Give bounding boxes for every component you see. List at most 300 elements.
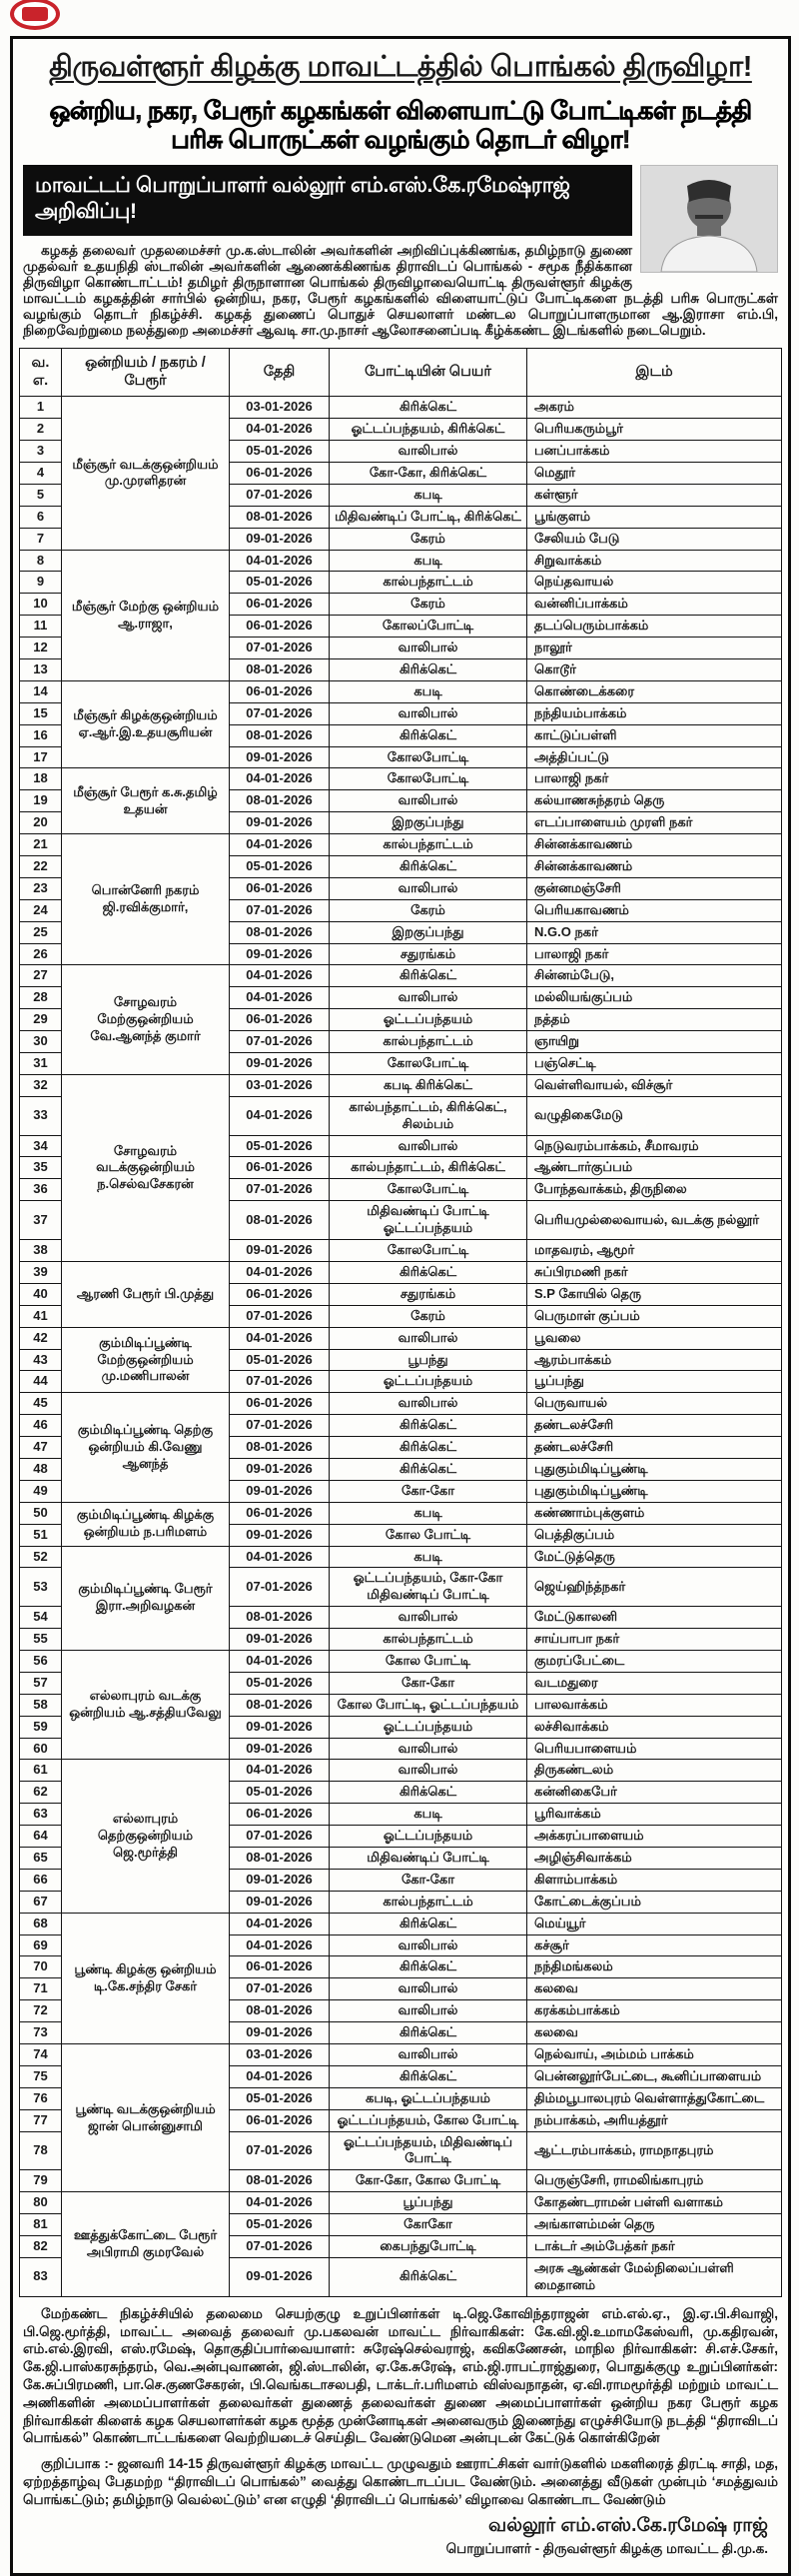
event-cell: கபடி: [330, 1804, 527, 1826]
poster-subtitle: ஒன்றிய, நகர, பேரூர் கழகங்கள் விளையாட்டு போட்டிகள் நடத்தி பரிசு பொருட்கள் வழங்கும் தொடர் விழா!: [49, 97, 752, 154]
event-cell: வாலிபால்: [330, 1607, 527, 1629]
event-cell: வாலிபால்: [330, 441, 527, 463]
serial-cell: 19: [20, 790, 62, 812]
union-group-cell: சோழவரம் வடக்குஒன்றியம் ந.செல்வசேகரன்: [62, 1074, 230, 1261]
venue-cell: நந்திமங்கலம்: [527, 1956, 782, 1978]
event-cell: கிரிக்கெட்: [330, 1437, 527, 1459]
serial-cell: 13: [20, 659, 62, 681]
serial-cell: 52: [20, 1546, 62, 1568]
venue-cell: சின்னக்காவணம்: [527, 856, 782, 878]
serial-cell: 46: [20, 1415, 62, 1437]
intro-section: [23, 165, 778, 340]
event-cell: கால்பந்தாட்டம், கிரிக்கெட், சிலம்பம்: [330, 1096, 527, 1135]
venue-cell: நம்பாக்கம், அரியத்தூர்: [527, 2109, 782, 2131]
date-cell: 09-01-2026: [230, 1716, 330, 1738]
serial-cell: 25: [20, 921, 62, 943]
date-cell: 06-01-2026: [230, 680, 330, 702]
event-cell: கால்பந்தாட்டம்: [330, 1629, 527, 1651]
venue-cell: சுப்பிரமணி நகர்: [527, 1261, 782, 1283]
serial-cell: 38: [20, 1240, 62, 1262]
date-cell: 06-01-2026: [230, 1157, 330, 1179]
event-cell: கபடி: [330, 484, 527, 506]
venue-cell: பென்னலூர்பேட்டை, கூனிப்பாளையம்: [527, 2065, 782, 2087]
event-cell: கோகோ: [330, 2214, 527, 2236]
venue-cell: பூங்குளம்: [527, 506, 782, 528]
union-group-cell: கும்மிடிப்பூண்டி மேற்குஒன்றியம் மு.மணிபாலன்: [62, 1327, 230, 1393]
serial-cell: 29: [20, 1009, 62, 1031]
union-group-cell: மீஞ்சூர் மேற்கு ஒன்றியம் ஆ.ராஜா,: [62, 550, 230, 680]
event-cell: கோலப்போட்டி: [330, 616, 527, 638]
table-row: [20, 1502, 782, 1524]
venue-cell: மெதூர்: [527, 462, 782, 484]
date-cell: 04-01-2026: [230, 1934, 330, 1956]
serial-cell: 58: [20, 1694, 62, 1716]
serial-cell: 26: [20, 943, 62, 965]
date-cell: 09-01-2026: [230, 746, 330, 768]
serial-cell: 27: [20, 965, 62, 987]
date-cell: 09-01-2026: [230, 1480, 330, 1502]
venue-cell: காட்டுப்பள்ளி: [527, 724, 782, 746]
venue-cell: அங்காளம்மன் தெரு: [527, 2214, 782, 2236]
date-cell: 07-01-2026: [230, 1826, 330, 1848]
event-cell: பூப்பந்து: [330, 2192, 527, 2214]
date-cell: 09-01-2026: [230, 1240, 330, 1262]
event-cell: கபடி, ஓட்டப்பந்தயம்: [330, 2087, 527, 2109]
serial-cell: 10: [20, 594, 62, 616]
venue-cell: பஞ்செட்டி: [527, 1053, 782, 1075]
event-cell: கைபந்துபோட்டி: [330, 2236, 527, 2258]
date-cell: 06-01-2026: [230, 1009, 330, 1031]
venue-cell: கிளாம்பாக்கம்: [527, 1869, 782, 1891]
venue-cell: மேட்டுத்தெரு: [527, 1546, 782, 1568]
venue-cell: கலவை: [527, 1978, 782, 2000]
serial-cell: 67: [20, 1891, 62, 1913]
signature-designation: பொறுப்பாளர் - திருவள்ளூர் கிழக்கு மாவட்ட தி.மு.க.: [445, 2540, 768, 2556]
union-group-cell: ஊத்துக்கோட்டை பேரூர் அபிராமி குமரவேல்: [62, 2192, 230, 2296]
serial-cell: 45: [20, 1393, 62, 1415]
table-row: [20, 1261, 782, 1283]
venue-cell: அழிஞ்சிவாக்கம்: [527, 1847, 782, 1869]
serial-cell: 42: [20, 1327, 62, 1349]
event-cell: வாலிபால்: [330, 1135, 527, 1157]
event-cell: மிதிவண்டிப் போட்டி ஓட்டப்பந்தயம்: [330, 1201, 527, 1240]
event-cell: கிரிக்கெட்: [330, 856, 527, 878]
event-cell: கோ-கோ: [330, 1672, 527, 1694]
serial-cell: 54: [20, 1607, 62, 1629]
date-cell: 08-01-2026: [230, 921, 330, 943]
date-cell: 08-01-2026: [230, 724, 330, 746]
venue-cell: நெடுவரம்பாக்கம், சீமாவரம்: [527, 1135, 782, 1157]
venue-cell: பாலாஜி நகர்: [527, 768, 782, 790]
date-cell: 09-01-2026: [230, 812, 330, 834]
event-cell: கால்பந்தாட்டம்: [330, 834, 527, 856]
serial-cell: 71: [20, 1978, 62, 2000]
date-cell: 09-01-2026: [230, 1053, 330, 1075]
serial-cell: 2: [20, 419, 62, 441]
date-cell: 04-01-2026: [230, 1650, 330, 1672]
serial-cell: 15: [20, 702, 62, 724]
serial-cell: 18: [20, 768, 62, 790]
event-cell: பூபந்து: [330, 1349, 527, 1371]
date-cell: 07-01-2026: [230, 1568, 330, 1607]
official-portrait-photo: [640, 165, 778, 273]
event-cell: கபடி கிரிக்கெட்: [330, 1074, 527, 1096]
union-group-cell: கும்மிடிப்பூண்டி கிழக்கு ஒன்றியம் ந.பரிமளம்: [62, 1502, 230, 1546]
serial-cell: 61: [20, 1760, 62, 1782]
event-cell: கபடி: [330, 680, 527, 702]
date-cell: 05-01-2026: [230, 856, 330, 878]
union-group-cell: ஆரணி பேரூர் பி.முத்து: [62, 1261, 230, 1327]
serial-cell: 57: [20, 1672, 62, 1694]
date-cell: 06-01-2026: [230, 594, 330, 616]
serial-cell: 5: [20, 484, 62, 506]
date-cell: 08-01-2026: [230, 2170, 330, 2192]
header-event: போட்டியின் பெயர்: [330, 348, 527, 397]
venue-cell: பெருஞ்சேரி, ராமலிங்காபுரம்: [527, 2170, 782, 2192]
date-cell: 06-01-2026: [230, 1956, 330, 1978]
date-cell: 08-01-2026: [230, 790, 330, 812]
venue-cell: சிறுவாக்கம்: [527, 550, 782, 572]
serial-cell: 60: [20, 1738, 62, 1760]
date-cell: 03-01-2026: [230, 1074, 330, 1096]
date-cell: 09-01-2026: [230, 2022, 330, 2044]
serial-cell: 28: [20, 987, 62, 1009]
header-date: தேதி: [230, 348, 330, 397]
date-cell: 05-01-2026: [230, 1672, 330, 1694]
venue-cell: பனப்பாக்கம்: [527, 441, 782, 463]
event-cell: இறகுப்பந்து: [330, 921, 527, 943]
date-cell: 08-01-2026: [230, 1201, 330, 1240]
serial-cell: 7: [20, 528, 62, 550]
event-cell: கோல போட்டி, ஓட்டப்பந்தயம்: [330, 1694, 527, 1716]
event-cell: கோலபோட்டி: [330, 746, 527, 768]
event-cell: கோ-கோ, கோல போட்டி: [330, 2170, 527, 2192]
poster-title: திருவள்ளூர் கிழக்கு மாவட்டத்தில் பொங்கல் திருவிழா!: [49, 51, 752, 83]
serial-cell: 21: [20, 834, 62, 856]
date-cell: 05-01-2026: [230, 2087, 330, 2109]
venue-cell: பெரியகாவணம்: [527, 899, 782, 921]
portrait-silhouette-icon: [641, 166, 777, 272]
venue-cell: பூவலை: [527, 1327, 782, 1349]
venue-cell: பாலாஜி நகர்: [527, 943, 782, 965]
venue-cell: ஆரம்பாக்கம்: [527, 1349, 782, 1371]
serial-cell: 23: [20, 877, 62, 899]
table-row: [20, 1913, 782, 1934]
venue-cell: பெருமாள் குப்பம்: [527, 1305, 782, 1327]
venue-cell: பாலவாக்கம்: [527, 1694, 782, 1716]
event-cell: வாலிபால்: [330, 1934, 527, 1956]
schedule-table-body: [20, 397, 782, 2296]
venue-cell: ஆண்டார்குப்பம்: [527, 1157, 782, 1179]
serial-cell: 73: [20, 2022, 62, 2044]
venue-cell: N.G.O நகர்: [527, 921, 782, 943]
serial-cell: 40: [20, 1283, 62, 1305]
venue-cell: அக்கரப்பாளையம்: [527, 1826, 782, 1848]
serial-cell: 83: [20, 2257, 62, 2296]
serial-cell: 30: [20, 1031, 62, 1053]
serial-cell: 12: [20, 638, 62, 659]
serial-cell: 63: [20, 1804, 62, 1826]
venue-cell: கொண்டைக்கரை: [527, 680, 782, 702]
event-cell: கோ-கோ: [330, 1869, 527, 1891]
serial-cell: 59: [20, 1716, 62, 1738]
event-cell: கால்பந்தாட்டம், கிரிக்கெட்: [330, 1157, 527, 1179]
date-cell: 06-01-2026: [230, 1393, 330, 1415]
serial-cell: 76: [20, 2087, 62, 2109]
serial-cell: 77: [20, 2109, 62, 2131]
serial-cell: 16: [20, 724, 62, 746]
event-cell: கிரிக்கெட்: [330, 1458, 527, 1480]
date-cell: 04-01-2026: [230, 987, 330, 1009]
event-cell: கிரிக்கெட்: [330, 1913, 527, 1934]
serial-cell: 34: [20, 1135, 62, 1157]
date-cell: 04-01-2026: [230, 419, 330, 441]
announcement-bar: மாவட்டப் பொறுப்பாளர் வல்லூர் எம்.எஸ்.கே.ரமேஷ்ராஜ் அறிவிப்பு!: [23, 165, 632, 236]
venue-cell: குமரப்பேட்டை: [527, 1650, 782, 1672]
event-cell: கேரம்: [330, 528, 527, 550]
event-cell: வாலிபால்: [330, 702, 527, 724]
venue-cell: நாலூர்: [527, 638, 782, 659]
venue-cell: கோட்டைக்குப்பம்: [527, 1891, 782, 1913]
venue-cell: அகரம்: [527, 397, 782, 419]
table-row: [20, 1760, 782, 1782]
date-cell: 06-01-2026: [230, 616, 330, 638]
venue-cell: கண்ணாம்புக்குளம்: [527, 1502, 782, 1524]
venue-cell: புதுகும்மிடிப்பூண்டி: [527, 1458, 782, 1480]
venue-cell: குன்னமஞ்சேரி: [527, 877, 782, 899]
table-row: [20, 768, 782, 790]
venue-cell: ஜெய்ஹிந்த்நகர்: [527, 1568, 782, 1607]
serial-cell: 51: [20, 1524, 62, 1546]
venue-cell: ஞாயிறு: [527, 1031, 782, 1053]
serial-cell: 6: [20, 506, 62, 528]
table-row: [20, 1327, 782, 1349]
union-group-cell: சோழவரம் மேற்குஒன்றியம் வே.ஆனந்த் குமார்: [62, 965, 230, 1074]
note-paragraph: குறிப்பாக :- ஜனவரி 14-15 திருவள்ளூர் கிழக்கு மாவட்ட முழுவதும் ஊராட்சிகள் வார்டுகளில் மகளிரைத் திரட்டி சாதி, மத, ஏற்றத்தாழ்வு பேதமற்ற “திராவிடப் பொங்கல்” வைத்து கொண்டாடப்பட வேண்டும். அனைத்து வீடுகள் முன்பும் ‘சமத்துவம் பொங்கட்டும்; தமிழ்நாடு வெல்லட்டும்’ என எழுதி ‘திராவிடப் பொங்கல்’ விழாவை கொண்டாட வேண்டும்: [23, 2456, 778, 2507]
event-cell: கபடி: [330, 1546, 527, 1568]
serial-cell: 62: [20, 1782, 62, 1804]
venue-cell: பூரிவாக்கம்: [527, 1804, 782, 1826]
date-cell: 07-01-2026: [230, 899, 330, 921]
table-row: [20, 1074, 782, 1096]
venue-cell: வன்னிப்பாக்கம்: [527, 594, 782, 616]
event-cell: கிரிக்கெட்: [330, 724, 527, 746]
venue-cell: சின்னம்பேடு,: [527, 965, 782, 987]
date-cell: 05-01-2026: [230, 441, 330, 463]
event-cell: கபடி: [330, 1502, 527, 1524]
venue-cell: திருகண்டலம்: [527, 1760, 782, 1782]
date-cell: 07-01-2026: [230, 1978, 330, 2000]
event-cell: கோலபோட்டி: [330, 1240, 527, 1262]
venue-cell: போந்தவாக்கம், திருநிலை: [527, 1179, 782, 1201]
venue-cell: நத்தம்: [527, 1009, 782, 1031]
date-cell: 03-01-2026: [230, 397, 330, 419]
event-cell: கோலபோட்டி: [330, 1053, 527, 1075]
venue-cell: திம்மபூபாலபுரம் வெள்ளாத்துகோட்டை: [527, 2087, 782, 2109]
union-group-cell: பூண்டி கிழக்கு ஒன்றியம் டி.கே.சந்திர சேகர்: [62, 1913, 230, 2043]
serial-cell: 4: [20, 462, 62, 484]
venue-cell: கொடூர்: [527, 659, 782, 681]
date-cell: 06-01-2026: [230, 877, 330, 899]
date-cell: 04-01-2026: [230, 834, 330, 856]
event-cell: சதுரங்கம்: [330, 943, 527, 965]
serial-cell: 53: [20, 1568, 62, 1607]
venue-cell: கள்ளூர்: [527, 484, 782, 506]
date-cell: 04-01-2026: [230, 2192, 330, 2214]
serial-cell: 65: [20, 1847, 62, 1869]
serial-cell: 80: [20, 2192, 62, 2214]
date-cell: 04-01-2026: [230, 1546, 330, 1568]
serial-cell: 17: [20, 746, 62, 768]
publisher-logo-icon: [10, 0, 60, 30]
table-row: [20, 1393, 782, 1415]
venue-cell: பெரியகரும்பூர்: [527, 419, 782, 441]
date-cell: 07-01-2026: [230, 1305, 330, 1327]
event-cell: கபடி: [330, 550, 527, 572]
serial-cell: 20: [20, 812, 62, 834]
serial-cell: 47: [20, 1437, 62, 1459]
date-cell: 05-01-2026: [230, 1349, 330, 1371]
venue-cell: நந்தியம்பாக்கம்: [527, 702, 782, 724]
table-row: [20, 2044, 782, 2066]
venue-cell: பெருவாயல்: [527, 1393, 782, 1415]
event-cell: ஓட்டப்பந்தயம், கிரிக்கெட்: [330, 419, 527, 441]
event-cell: வாலிபால்: [330, 1738, 527, 1760]
date-cell: 05-01-2026: [230, 1782, 330, 1804]
date-cell: 04-01-2026: [230, 1327, 330, 1349]
union-group-cell: கும்மிடிப்பூண்டி பேரூர் இரா.அறிவழகன்: [62, 1546, 230, 1650]
date-cell: 04-01-2026: [230, 1261, 330, 1283]
date-cell: 07-01-2026: [230, 2236, 330, 2258]
serial-cell: 74: [20, 2044, 62, 2066]
venue-cell: தண்டலச்சேரி: [527, 1415, 782, 1437]
venue-cell: வழுதிகைமேடு: [527, 1096, 782, 1135]
schedule-table: [19, 348, 782, 2297]
venue-cell: கல்யாணசுந்தரம் தெரு: [527, 790, 782, 812]
table-row: [20, 2192, 782, 2214]
date-cell: 06-01-2026: [230, 1502, 330, 1524]
event-cell: ஓட்டப்பந்தயம்: [330, 1826, 527, 1848]
table-row: [20, 965, 782, 987]
event-cell: வாலிபால்: [330, 1393, 527, 1415]
date-cell: 03-01-2026: [230, 2044, 330, 2066]
serial-cell: 39: [20, 1261, 62, 1283]
venue-cell: டாக்டர் அம்பேத்கர் நகர்: [527, 2236, 782, 2258]
event-cell: கிரிக்கெட்: [330, 1415, 527, 1437]
serial-cell: 56: [20, 1650, 62, 1672]
serial-cell: 72: [20, 2000, 62, 2022]
date-cell: 08-01-2026: [230, 506, 330, 528]
event-cell: வாலிபால்: [330, 2000, 527, 2022]
serial-cell: 78: [20, 2131, 62, 2170]
union-group-cell: பூண்டி வடக்குஒன்றியம் ஜான் பொன்னுசாமி: [62, 2044, 230, 2192]
committee-paragraph: மேற்கண்ட நிகழ்ச்சியில் தலைமை செயற்குழு உறுப்பினர்கள் டி.ஜெ.கோவிந்தராஜன் எம்.எல்.ஏ., இ.ஏ.பி.சிவாஜி, பி.ஜெ.மூர்த்தி, மாவட்ட அவைத் தலைவர் மு.பகலவன் மாவட்ட நிர்வாகிகள்: கே.வி.ஜி.உமாமகேஸ்வரி, மு.கதிரவன், எம்.எல்.இரவி, எஸ்.ரமேஷ், தொகுதிப்பார்வையாளர்: சுரேஷ்செல்வராஜ், கவிகணேசன், மாநில நிர்வாகிகள்: சி.எச்.சேகர், கே.ஜி.பாஸ்கரசுந்தரம், வெ.அன்புவாணன், ஜி.ஸ்டாலின், ஏ.கே.சுரேஷ், எம்.ஜி.ராபட்ராஜ்துரை, பொதுக்குழு உறுப்பினர்கள்: கே.சுப்பிரமணி, பா.செ.குணசேகரன், பி.வெங்கடாசலபதி, டாக்டர்.பரிமளம் விஸ்வநாதன், ஏ.வி.ராமமூர்த்தி மற்றும் மாவட்ட அணிகளின் அமைப்பாளர்கள் தலைவர்கள் துணைத் தலைவர்கள் துணை அமைப்பாளர்கள் ஒன்றிய நகர பேரூர் கழக நிர்வாகிகள் கிளைக் கழக செயலாளர்கள் கழக மூத்த முன்னோடிகள் அனைவரும் இணைந்து எழுச்சியோடு நடத்தி “திராவிடப் பொங்கல்” கொண்டாட்டங்களை வெற்றியடைச் செய்திட வேண்டுமென அன்புடன் கேட்டுக் கொள்கிறேன்: [23, 2305, 778, 2446]
serial-cell: 1: [20, 397, 62, 419]
event-cell: சதுரங்கம்: [330, 1283, 527, 1305]
venue-cell: பெரியமுல்லைவாயல், வடக்கு நல்லூர்: [527, 1201, 782, 1240]
serial-cell: 24: [20, 899, 62, 921]
serial-cell: 3: [20, 441, 62, 463]
event-cell: கோலபோட்டி: [330, 1179, 527, 1201]
table-row: [20, 397, 782, 419]
serial-cell: 8: [20, 550, 62, 572]
venue-cell: மெய்யூர்: [527, 1913, 782, 1934]
serial-cell: 49: [20, 1480, 62, 1502]
event-cell: கிரிக்கெட்: [330, 1261, 527, 1283]
serial-cell: 11: [20, 616, 62, 638]
venue-cell: மேட்டுகாலனி: [527, 1607, 782, 1629]
venue-cell: பெரியபாளையம்: [527, 1738, 782, 1760]
venue-cell: நெல்வாய், அம்மம் பாக்கம்: [527, 2044, 782, 2066]
header-serial: வ. எ.: [20, 348, 62, 397]
date-cell: 06-01-2026: [230, 1283, 330, 1305]
serial-cell: 75: [20, 2065, 62, 2087]
header-venue: இடம்: [527, 348, 782, 397]
date-cell: 07-01-2026: [230, 638, 330, 659]
venue-cell: அரசு ஆண்கள் மேல்நிலைப்பள்ளி மைதானம்: [527, 2257, 782, 2296]
date-cell: 05-01-2026: [230, 2214, 330, 2236]
serial-cell: 14: [20, 680, 62, 702]
venue-cell: கரக்கம்பாக்கம்: [527, 2000, 782, 2022]
union-group-cell: பொன்னேரி நகரம் ஜி.ரவிக்குமார்,: [62, 834, 230, 965]
date-cell: 08-01-2026: [230, 1847, 330, 1869]
venue-cell: மல்லியங்குப்பம்: [527, 987, 782, 1009]
event-cell: கோல போட்டி: [330, 1650, 527, 1672]
serial-cell: 36: [20, 1179, 62, 1201]
date-cell: 08-01-2026: [230, 2000, 330, 2022]
serial-cell: 50: [20, 1502, 62, 1524]
event-cell: வாலிபால்: [330, 877, 527, 899]
event-cell: கிரிக்கெட்: [330, 1782, 527, 1804]
date-cell: 09-01-2026: [230, 1458, 330, 1480]
event-cell: கிரிக்கெட்: [330, 2065, 527, 2087]
serial-cell: 82: [20, 2236, 62, 2258]
union-group-cell: கும்மிடிப்பூண்டி தெற்கு ஒன்றியம் கி.வேணு ஆனந்த்: [62, 1393, 230, 1502]
table-row: [20, 680, 782, 702]
serial-cell: 33: [20, 1096, 62, 1135]
serial-cell: 44: [20, 1371, 62, 1393]
table-row: [20, 1650, 782, 1672]
serial-cell: 66: [20, 1869, 62, 1891]
event-cell: கிரிக்கெட்: [330, 659, 527, 681]
date-cell: 09-01-2026: [230, 528, 330, 550]
poster-frame: [10, 36, 791, 2576]
date-cell: 07-01-2026: [230, 484, 330, 506]
serial-cell: 32: [20, 1074, 62, 1096]
venue-cell: பூப்பந்து: [527, 1371, 782, 1393]
event-cell: கால்பந்தாட்டம்: [330, 1891, 527, 1913]
serial-cell: 35: [20, 1157, 62, 1179]
date-cell: 07-01-2026: [230, 2131, 330, 2170]
serial-cell: 79: [20, 2170, 62, 2192]
date-cell: 04-01-2026: [230, 1096, 330, 1135]
event-cell: கிரிக்கெட்: [330, 2257, 527, 2296]
date-cell: 07-01-2026: [230, 1371, 330, 1393]
event-cell: கோலபோட்டி: [330, 768, 527, 790]
event-cell: மிதிவண்டிப் போட்டி: [330, 1847, 527, 1869]
event-cell: ஓட்டப்பந்தயம்: [330, 1009, 527, 1031]
serial-cell: 81: [20, 2214, 62, 2236]
event-cell: வாலிபால்: [330, 790, 527, 812]
venue-cell: கோதண்டராமன் பள்ளி வளாகம்: [527, 2192, 782, 2214]
serial-cell: 69: [20, 1934, 62, 1956]
event-cell: கேரம்: [330, 899, 527, 921]
date-cell: 04-01-2026: [230, 550, 330, 572]
date-cell: 09-01-2026: [230, 1738, 330, 1760]
date-cell: 04-01-2026: [230, 768, 330, 790]
date-cell: 04-01-2026: [230, 965, 330, 987]
date-cell: 09-01-2026: [230, 1891, 330, 1913]
